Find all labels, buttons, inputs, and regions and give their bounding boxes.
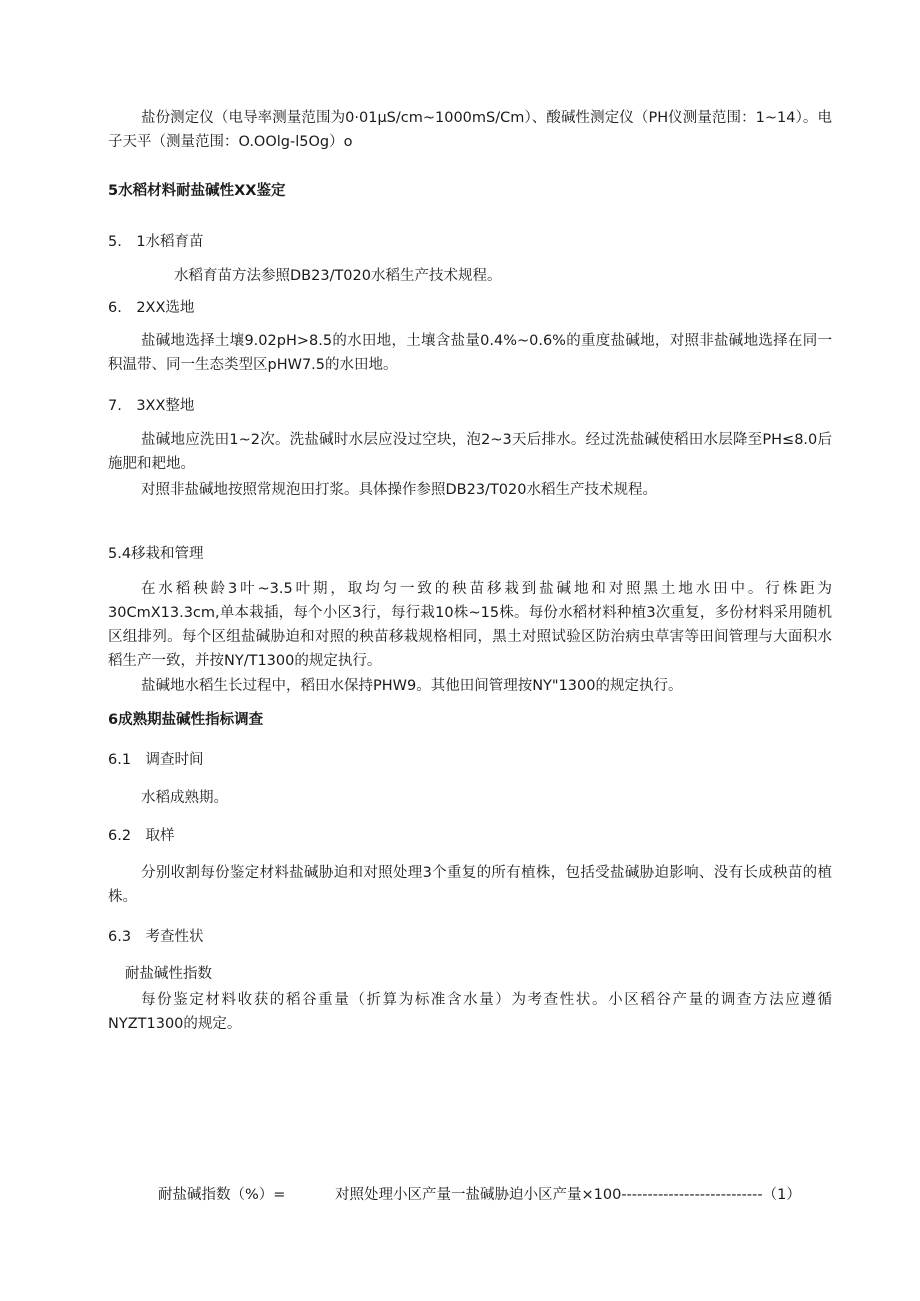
subsection-6-3-subheading: 耐盐碱性指数 [125,966,212,982]
instruments-paragraph: 盐份测定仪（电导率测量范围为0·01μS∕cm~1000mS∕Cm）、酸碱性测定仪（PH仪测量范围：1~14）。电子天平（测量范围：O.OOlg-l5Og）o [108,110,832,150]
subsection-5-2-text: 盐碱地选择土壤9.02pH>8.5的水田地，土壤含盐量0.4%~0.6%的重度盐碱地，对照非盐碱地选择在同一积温带、同一生态类型区pHW7.5的水田地。 [108,333,832,373]
subsection-5-4-heading: 5.4移栽和管理 [108,546,204,562]
subsection-5-1-heading: 5. 1水稻育苗 [108,234,204,250]
subsection-5-4-text-1: 在水稻秧龄3叶~3.5叶期，取均匀一致的秧苗移栽到盐碱地和对照黑土地水田中。行株距为30CmX13.3cm,单本栽插，每个小区3行，每行栽10株~15株。每份水稻材料种植3次重复，多份材料采用随机区组排列。每个区组盐碱胁迫和对照的秧苗移栽规格相同，黑土对照试验区防治病虫草害等田间管理与大面积水稻生产一致，并按NY/T1300的规定执行。 [108,581,832,669]
subsection-5-4-text-2: 盐碱地水稻生长过程中，稻田水保持PHW9。其他田间管理按NY"1300的规定执行。 [141,678,683,694]
subsection-6-1-heading: 6.1 调查时间 [108,752,204,768]
formula-right-side: 对照处理小区产量一盐碱胁迫小区产量×100---------------------------（1） [335,1187,801,1203]
subsection-5-3-text-1: 盐碱地应洗田1~2次。洗盐碱时水层应没过空块，泡2~3天后排水。经过洗盐碱使稻田水层降至PH≤8.0后施肥和耙地。 [108,432,832,472]
section-6-heading: 6成熟期盐碱性指标调查 [108,712,264,728]
subsection-5-1-text: 水稻育苗方法参照DB23/T020水稻生产技术规程。 [174,268,502,284]
subsection-6-1-text: 水稻成熟期。 [141,790,228,806]
subsection-5-3-heading: 7. 3XX整地 [108,398,195,414]
subsection-5-3-text-2: 对照非盐碱地按照常规泡田打浆。具体操作参照DB23/T020水稻生产技术规程。 [141,482,657,498]
section-5-heading: 5水稻材料耐盐碱性XX鉴定 [108,183,286,199]
subsection-6-2-heading: 6.2 取样 [108,828,175,844]
formula-left-side: 耐盐碱指数（%）= [158,1187,286,1203]
subsection-6-2-text: 分别收割每份鉴定材料盐碱胁迫和对照处理3个重复的所有植株，包括受盐碱胁迫影响、没有长成秧苗的植株。 [108,865,832,905]
subsection-6-3-text: 每份鉴定材料收获的稻谷重量（折算为标准含水量）为考查性状。小区稻谷产量的调查方法应遵循NYZT1300的规定。 [108,992,832,1032]
salt-tolerance-formula [158,1183,808,1207]
subsection-6-3-heading: 6.3 考查性状 [108,929,204,945]
subsection-5-2-heading: 6. 2XX选地 [108,300,195,316]
